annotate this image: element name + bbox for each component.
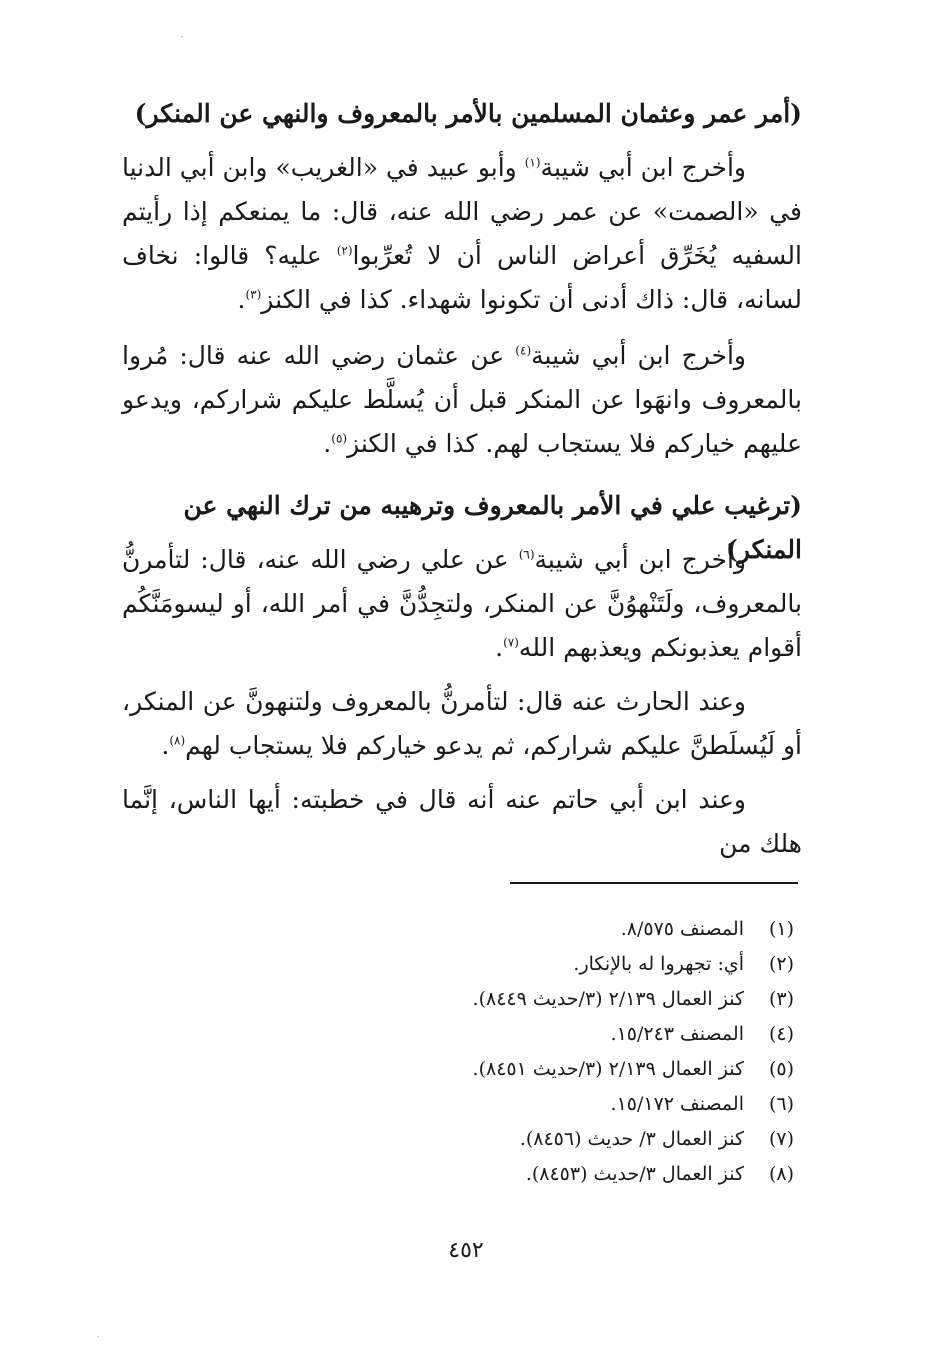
section-heading-1: (أمر عمر وعثمان المسلمين بالأمر بالمعروف والنهي عن المنكر) (134, 99, 802, 128)
footnote-item (234, 1087, 794, 1122)
footnote-number: (٢) (768, 953, 794, 975)
footnote-text: المصنف ١٥/٢٤٣. (610, 1023, 744, 1045)
paragraph-text: عن عثمان رضي الله عنه قال: مُروا بالمعروف وانهَوا عن المنكر قبل أن يُسلَّط عليكم شراركم، ويدعو عليهم خياركم فلا يستجاب لهم. كذا في الكنز (122, 341, 802, 458)
footnote-number: (٥) (768, 1058, 794, 1080)
footnote-text: كنز العمال ٣/ حديث (٨٤٥٦). (519, 1128, 744, 1150)
footnote-item (234, 982, 794, 1017)
page-number: ٤٥٢ (448, 1238, 484, 1263)
paragraph-text: وعند الحارث عنه قال: لتأمرنُّ بالمعروف ولتنهونَّ عن المنكر، أو لَيُسلَطنَّ عليكم شراركم، ثم يدعو خياركم فلا يستجاب لهم (122, 687, 802, 760)
footnote-item (234, 947, 794, 982)
footnote-ref: (٣) (245, 287, 262, 302)
footnote-item (234, 1157, 794, 1192)
footnote-number: (٨) (768, 1163, 794, 1185)
scan-speck: · (96, 1330, 100, 1344)
footnote-text: المصنف ٨/٥٧٥. (620, 918, 744, 940)
footnote-separator (510, 882, 798, 884)
footnote-text: كنز العمال ٢/١٣٩ (٣/حديث ٨٤٥١). (472, 1058, 744, 1080)
section-2-body-2 (122, 680, 802, 768)
footnote-ref: (١) (524, 155, 541, 170)
paragraph-text: وأخرج ابن أبي شيبة (531, 341, 747, 370)
paragraph-text: عن علي رضي الله عنه، قال: لتأمرنُّ بالمعروف، ولَتَنْهوُنَّ عن المنكر، ولتجِدُّنَّ في أمر الله، أو ليسومَنَّكُم أقوام يعذبونكم ويعذبهم الله (122, 545, 802, 662)
section-1-body (122, 146, 802, 322)
footnote-number: (٦) (768, 1093, 794, 1115)
footnote-text: كنز العمال ٢/١٣٩ (٣/حديث ٨٤٤٩). (472, 988, 744, 1010)
paragraph (122, 146, 802, 322)
footnote-ref: (٦) (518, 547, 535, 562)
paragraph (122, 334, 802, 466)
footnote-item (234, 1017, 794, 1052)
section-2-body-3 (122, 778, 802, 866)
section-2-body (122, 538, 802, 670)
paragraph (122, 538, 802, 670)
footnotes (234, 912, 794, 1192)
footnote-ref: (٤) (515, 343, 532, 358)
footnote-number: (١) (768, 918, 794, 940)
paragraph-text: وعند ابن أبي حاتم عنه أنه قال في خطبته: أيها الناس، إنَّما هلك من (122, 785, 802, 858)
paragraph-text: وأخرج ابن أبي شيبة (540, 153, 746, 182)
paragraph-text: . (495, 633, 504, 662)
paragraph-text: . (237, 285, 246, 314)
footnote-text: أي: تجهروا له بالإنكار. (573, 953, 744, 975)
scan-speck: · (180, 30, 184, 44)
paragraph-text: عليه؟ قالوا: نخاف لسانه، قال: ذاك أدنى أن تكونوا شهداء. كذا في الكنز (122, 241, 802, 314)
section-1-body-2 (122, 334, 802, 466)
paragraph-text: . (323, 429, 332, 458)
footnote-item (234, 1122, 794, 1157)
footnote-text: المصنف ١٥/١٧٢. (610, 1093, 744, 1115)
paragraph-text: . (161, 731, 170, 760)
footnote-ref: (٧) (503, 635, 519, 650)
footnote-number: (٣) (768, 988, 794, 1010)
footnote-text: كنز العمال ٣/حديث (٨٤٥٣). (525, 1163, 744, 1185)
paragraph-text: وأبو عبيد في «الغريب» وابن أبي الدنيا في «الصمت» عن عمر رضي الله عنه، قال: ما يمنعكم إذا رأيتم السفيه يُخَرِّق أعراض الناس أن لا تُعرِّبوا (122, 153, 802, 270)
footnote-ref: (٢) (336, 243, 353, 258)
footnote-ref: (٨) (169, 733, 186, 748)
footnote-ref: (٥) (331, 431, 348, 446)
section-heading-2: (ترغيب علي في الأمر بالمعروف وترهيبه من ترك النهي عن المنكر) (183, 491, 802, 564)
footnote-item (234, 912, 794, 947)
paragraph (122, 680, 802, 768)
footnote-number: (٧) (768, 1128, 794, 1150)
paragraph (122, 778, 802, 866)
footnote-number: (٤) (768, 1023, 794, 1045)
paragraph-text: وأخرج ابن أبي شيبة (534, 545, 746, 574)
footnote-item (234, 1052, 794, 1087)
